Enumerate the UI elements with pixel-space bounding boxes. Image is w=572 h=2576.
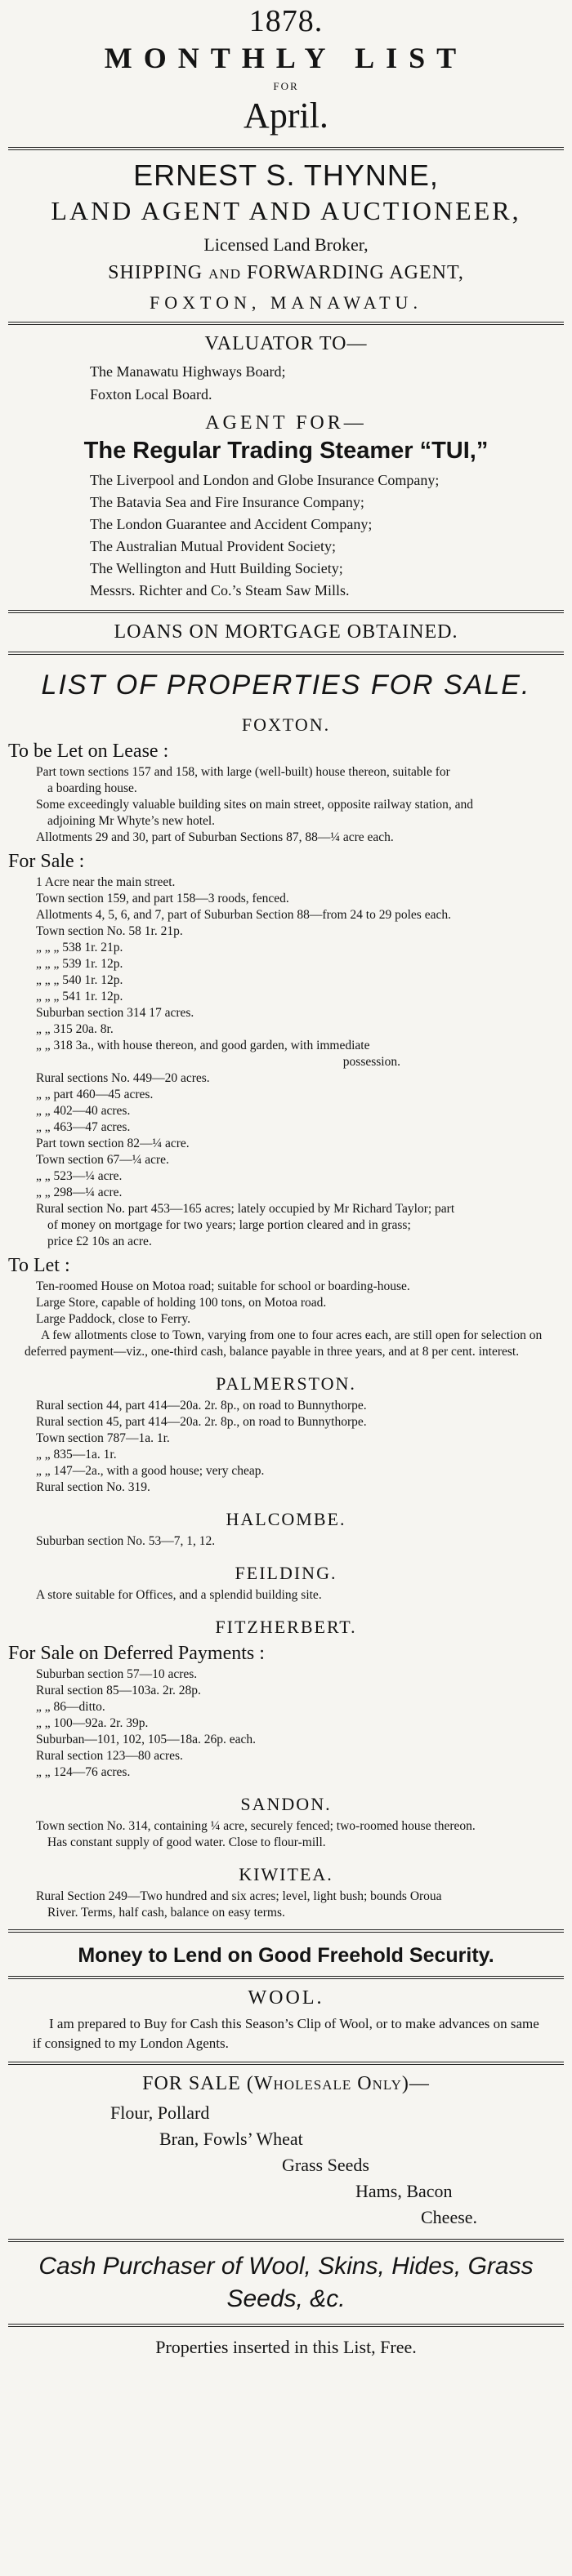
wholesale-item: Grass Seeds: [282, 2155, 369, 2175]
entry: of money on mortgage for two years; large portion cleared and in grass;: [47, 1218, 411, 1232]
entry: Allotments 4, 5, 6, and 7, part of Suburban Section 88—from 24 to 29 poles each.: [36, 908, 451, 922]
steamer-tui: The Regular Trading Steamer “TUI,”: [83, 438, 489, 464]
shipping-word: SHIPPING: [108, 262, 203, 283]
section-sandon: [8, 1794, 564, 1851]
town-heading: PALMERSTON.: [216, 1373, 356, 1394]
entry: Suburban section 314 17 acres.: [36, 1006, 194, 1020]
entry: „ „ „ 538 1r. 21p.: [36, 941, 123, 954]
town-heading: FITZHERBERT.: [215, 1617, 357, 1637]
entry: „ „ 318 3a., with house thereon, and good garden, with immediate: [36, 1039, 370, 1052]
entry: „ „ part 460—45 acres.: [36, 1088, 154, 1101]
valuator-block: [8, 333, 564, 406]
entry: Large Store, capable of holding 100 tons, on Motoa road.: [36, 1296, 327, 1310]
divider: [8, 610, 564, 613]
wholesale-heading-a: FOR SALE (: [142, 2073, 254, 2094]
entry: Rural section 85—103a. 2r. 28p.: [36, 1684, 201, 1697]
forwarding-word: FORWARDING AGENT,: [246, 262, 464, 283]
agency-list: [90, 469, 564, 602]
divider: [8, 2239, 564, 2242]
town-heading: FOXTON.: [241, 714, 331, 735]
section-kiwitea: [8, 1864, 564, 1921]
for-label: FOR: [273, 80, 299, 92]
entry: „ „ 463—47 acres.: [36, 1120, 131, 1134]
wool-text: I am prepared to Buy for Cash this Season’s Clip of Wool, or to make advances on same if consigned to my London Agents.: [33, 2016, 539, 2051]
entry: possession.: [342, 1055, 400, 1069]
wholesale-item: Flour, Pollard: [110, 2102, 210, 2123]
entry: „ „ 523—¼ acre.: [36, 1169, 123, 1183]
entry: adjoining Mr Whyte’s new hotel.: [47, 814, 216, 828]
list-item: The Manawatu Highways Board;: [90, 363, 286, 380]
month: April.: [244, 96, 328, 136]
agent-name: ERNEST S. THYNNE,: [133, 158, 439, 192]
entry: „ „ „ 539 1r. 12p.: [36, 957, 123, 971]
wholesale-block: [8, 2073, 564, 2231]
town-heading: HALCOMBE.: [226, 1509, 346, 1529]
entry: Suburban section No. 53—7, 1, 12.: [36, 1534, 216, 1548]
entry: „ „ „ 540 1r. 12p.: [36, 973, 123, 987]
sub-heading: For Sale on Deferred Payments :: [8, 1643, 265, 1664]
entry: Town section No. 58 1r. 21p.: [36, 924, 183, 938]
town-heading: SANDON.: [240, 1794, 332, 1814]
entry: Town section 67—¼ acre.: [36, 1153, 169, 1167]
entry: „ „ 147—2a., with a good house; very cheap.: [36, 1464, 265, 1478]
list-item: Messrs. Richter and Co.’s Steam Saw Mills.: [90, 582, 350, 598]
agent-for-block: [8, 412, 564, 602]
properties-title: LIST OF PROPERTIES FOR SALE.: [41, 670, 531, 701]
loans-notice: LOANS ON MORTGAGE OBTAINED.: [114, 621, 458, 643]
divider: [8, 1976, 564, 1979]
entry: Suburban—101, 102, 105—18a. 26p. each.: [36, 1733, 257, 1746]
entry: Town section No. 314, containing ¼ acre, securely fenced; two-roomed house thereon.: [36, 1819, 476, 1833]
entry: „ „ 402—40 acres.: [36, 1104, 131, 1118]
valuator-heading: VALUATOR TO—: [204, 333, 368, 354]
wholesale-heading-b: Wholesale Only: [253, 2073, 402, 2094]
section-foxton: [8, 714, 564, 1360]
section-fitzherbert: [8, 1617, 564, 1781]
entry: Suburban section 57—10 acres.: [36, 1667, 198, 1681]
wool-block: [8, 1987, 564, 2053]
wholesale-item: Cheese.: [421, 2207, 478, 2227]
entry: Rural Section 249—Two hundred and six acres; level, light bush; bounds Oroua: [36, 1889, 442, 1903]
town-heading: FEILDING.: [235, 1563, 337, 1583]
entry: Rural section No. part 453—165 acres; lately occupied by Mr Richard Taylor; part: [36, 1202, 455, 1216]
masthead: [8, 3, 564, 139]
town-heading: KIWITEA.: [239, 1864, 333, 1884]
list-item: The Liverpool and London and Globe Insurance Company;: [90, 472, 440, 488]
entry: Rural section 123—80 acres.: [36, 1749, 183, 1763]
entry: 1 Acre near the main street.: [36, 875, 176, 889]
entry: Some exceedingly valuable building sites on main street, opposite railway station, and: [36, 798, 474, 812]
sub-heading: To be Let on Lease :: [8, 741, 169, 762]
entry: Part town section 82—¼ acre.: [36, 1137, 190, 1150]
entry: Town section 159, and part 158—3 roods, fenced.: [36, 892, 289, 905]
valuator-list: [90, 360, 564, 406]
money-to-lend: Money to Lend on Good Freehold Security.: [78, 1944, 494, 1967]
sub-heading: For Sale :: [8, 851, 85, 872]
agent-for-heading: AGENT FOR—: [205, 412, 367, 434]
list-item: The London Guarantee and Accident Company;: [90, 516, 373, 532]
divider: [8, 2062, 564, 2065]
wool-heading: WOOL.: [248, 1987, 324, 2009]
divider: [8, 1929, 564, 1933]
divider: [8, 2324, 564, 2327]
shipping-and: AND: [208, 266, 241, 282]
entry: price £2 10s an acre.: [47, 1235, 152, 1248]
agent-block: [8, 158, 564, 314]
footer-note: Properties inserted in this List, Free.: [155, 2337, 417, 2357]
divider: [8, 322, 564, 325]
list-item: The Australian Mutual Provident Society;: [90, 538, 336, 554]
entry: A few allotments close to Town, varying from one to four acres each, are still open for selection on deferred payment—viz., one-third cash, balance payable in three years, and at 8 per cent. interest.: [25, 1328, 543, 1359]
list-item: The Wellington and Hutt Building Society;: [90, 560, 343, 576]
entry: Rural section 45, part 414—20a. 2r. 8p., on road to Bunnythorpe.: [36, 1415, 367, 1429]
entry: Town section 787—1a. 1r.: [36, 1431, 170, 1445]
section-feilding: [8, 1563, 564, 1604]
wholesale-heading-c: )—: [401, 2073, 430, 2094]
agent-broker: Licensed Land Broker,: [203, 234, 369, 255]
section-palmerston: [8, 1373, 564, 1496]
sub-heading: To Let :: [8, 1255, 70, 1276]
agent-role: LAND AGENT AND AUCTIONEER,: [51, 196, 521, 225]
entry: Ten-roomed House on Motoa road; suitable for school or boarding-house.: [36, 1279, 410, 1293]
wholesale-heading: [8, 2073, 564, 2095]
agent-address: FOXTON, MANAWATU.: [150, 292, 422, 313]
entry: River. Terms, half cash, balance on easy terms.: [47, 1906, 285, 1920]
entry: Large Paddock, close to Ferry.: [36, 1312, 190, 1326]
list-item: Foxton Local Board.: [90, 386, 212, 403]
entry: „ „ 298—¼ acre.: [36, 1186, 123, 1199]
entry: Rural sections No. 449—20 acres.: [36, 1071, 210, 1085]
entry: Rural section No. 319.: [36, 1480, 150, 1494]
section-halcombe: [8, 1509, 564, 1550]
entry: „ „ 86—ditto.: [36, 1700, 105, 1714]
entry: „ „ „ 541 1r. 12p.: [36, 990, 123, 1003]
entry: a boarding house.: [47, 781, 137, 795]
entry: Part town sections 157 and 158, with large (well-built) house thereon, suitable for: [36, 765, 450, 779]
divider: [8, 652, 564, 655]
wholesale-item: Bran, Fowls’ Wheat: [159, 2129, 303, 2149]
entry: A store suitable for Offices, and a splendid building site.: [36, 1588, 322, 1602]
list-title: MONTHLY LIST: [104, 42, 468, 74]
entry: „ „ 315 20a. 8r.: [36, 1022, 114, 1036]
wholesale-item: Hams, Bacon: [355, 2181, 453, 2201]
entry: Rural section 44, part 414—20a. 2r. 8p., on road to Bunnythorpe.: [36, 1399, 367, 1413]
cash-purchaser: Cash Purchaser of Wool, Skins, Hides, Grass Seeds, &c.: [38, 2253, 534, 2312]
year: 1878.: [248, 4, 324, 38]
list-item: The Batavia Sea and Fire Insurance Company;: [90, 494, 364, 510]
entry: „ „ 100—92a. 2r. 39p.: [36, 1716, 149, 1730]
entry: Has constant supply of good water. Close to flour-mill.: [47, 1835, 326, 1849]
divider: [8, 147, 564, 150]
entry: „ „ 835—1a. 1r.: [36, 1448, 117, 1462]
entry: Allotments 29 and 30, part of Suburban Sections 87, 88—¼ acre each.: [36, 830, 394, 844]
agent-shipping: [8, 262, 564, 284]
entry: „ „ 124—76 acres.: [36, 1765, 131, 1779]
